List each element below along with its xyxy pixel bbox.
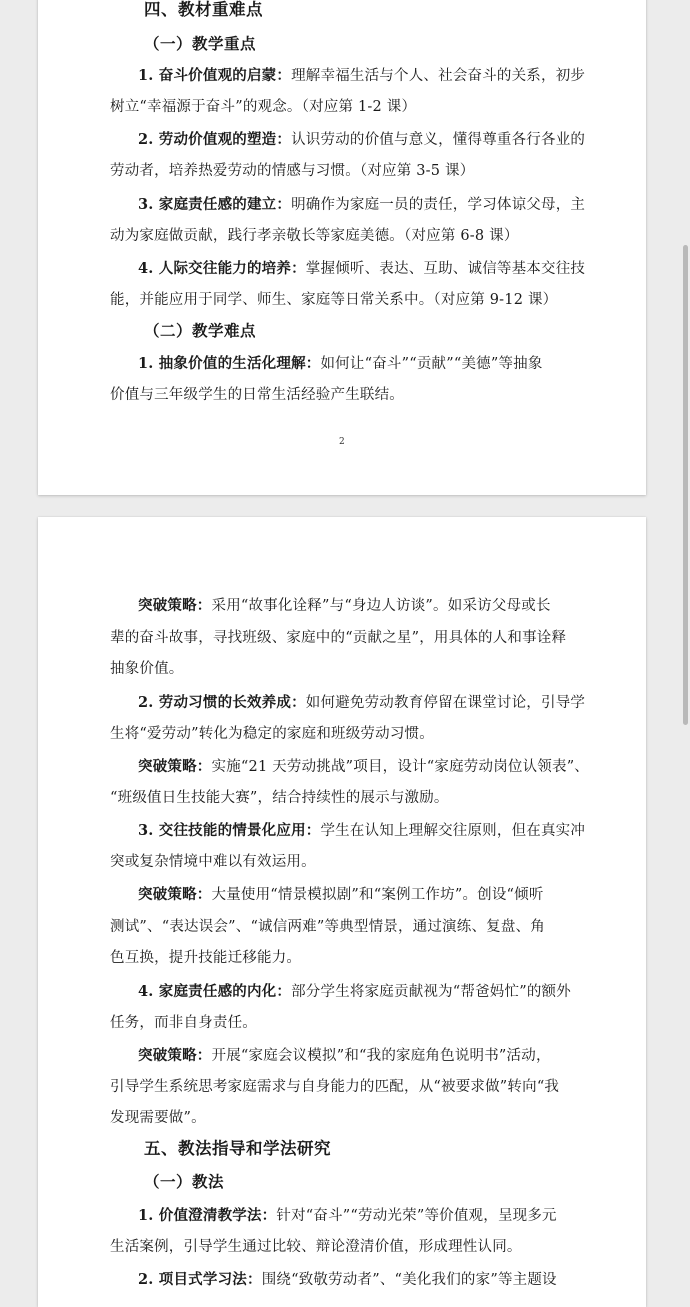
section-5-heading: 五、教法指导和学法研究 [144, 1139, 331, 1158]
method-1-title: 1. 价值澄清教学法： [138, 1207, 277, 1224]
method-2-text: 围绕“致敬劳动者”、“美化我们的家”等主题设 [261, 1272, 557, 1288]
strategy-2-text: 实施“21 天劳动挑战”项目，设计“家庭劳动岗位认领表”、 [211, 759, 590, 775]
focus-2-line-2: 劳动者，培养热爱劳动的情感与习惯。（对应第 3-5 课） [110, 163, 475, 179]
method-1-line-2: 生活案例，引导学生通过比较、辩论澄清价值，形成理性认同。 [110, 1239, 522, 1255]
difficulty-4-line-2: 任务，而非自身责任。 [110, 1015, 257, 1031]
teaching-methods-heading: （一）教法 [144, 1172, 225, 1191]
document-page-2 [38, 517, 646, 1307]
difficulty-3-title: 3. 交往技能的情景化应用： [138, 822, 321, 839]
strategy-2-label: 突破策略： [138, 758, 212, 775]
strategy-4-line-1 [138, 1046, 551, 1066]
difficulty-2-text: 如何避免劳动教育停留在课堂讨论，引导学 [305, 695, 586, 711]
strategy-3-text: 大量使用“情景模拟剧”和“案例工作坊”。创设“倾听 [211, 887, 544, 903]
scrollbar[interactable] [683, 245, 688, 725]
focus-2-title: 2. 劳动价值观的塑造： [138, 131, 292, 148]
method-1-line-1 [138, 1206, 557, 1226]
difficulty-2-title: 2. 劳动习惯的长效养成： [138, 694, 306, 711]
focus-3-title: 3. 家庭责任感的建立： [138, 196, 292, 213]
difficulty-4-title: 4. 家庭责任感的内化： [138, 983, 292, 1000]
method-2-line-1 [138, 1270, 557, 1290]
method-2-title: 2. 项目式学习法： [138, 1271, 262, 1288]
difficulty-1-title: 1. 抽象价值的生活化理解： [138, 355, 321, 372]
focus-2-line-1 [138, 130, 585, 150]
strategy-2-line-1 [138, 757, 589, 777]
strategy-4-line-3: 发现需要做”。 [110, 1110, 206, 1126]
teaching-focus-heading: （一）教学重点 [144, 34, 257, 53]
strategy-1-line-2: 辈的奋斗故事，寻找班级、家庭中的“贡献之星”，用具体的人和事诠释 [110, 630, 567, 646]
difficulty-3-text: 学生在认知上理解交往原则，但在真实冲 [320, 823, 586, 839]
difficulty-3-line-1 [138, 821, 585, 841]
strategy-1-label: 突破策略： [138, 597, 212, 614]
strategy-1-line-1 [138, 596, 551, 616]
strategy-4-line-2: 引导学生系统思考家庭需求与自身能力的匹配，从“被要求做”转向“我 [110, 1079, 560, 1095]
strategy-3-line-1 [138, 885, 544, 905]
focus-1-text: 理解幸福生活与个人、社会奋斗的关系，初步 [291, 68, 586, 84]
difficulty-1-text: 如何让“奋斗”“贡献”“美德”等抽象 [320, 356, 543, 372]
difficulty-1-line-1 [138, 354, 543, 374]
strategy-3-line-3: 色互换，提升技能迁移能力。 [110, 950, 302, 966]
document-page-1 [38, 0, 646, 495]
difficulty-4-text: 部分学生将家庭贡献视为“帮爸妈忙”的额外 [291, 984, 571, 1000]
teaching-difficulty-heading: （二）教学难点 [144, 321, 257, 340]
section-4-heading: 四、教材重难点 [144, 0, 263, 19]
focus-1-line-2: 树立“幸福源于奋斗”的观念。（对应第 1-2 课） [110, 99, 417, 115]
strategy-4-text: 开展“家庭会议模拟”和“我的家庭角色说明书”活动， [211, 1048, 551, 1064]
strategy-2-line-2: “班级值日生技能大赛”，结合持续性的展示与激励。 [110, 790, 449, 806]
focus-3-line-2: 动为家庭做贡献，践行孝亲敬长等家庭美德。（对应第 6-8 课） [110, 228, 519, 244]
focus-3-text: 明确作为家庭一员的责任，学习体谅父母，主 [291, 197, 586, 213]
difficulty-3-line-2: 突或复杂情境中难以有效运用。 [110, 854, 316, 870]
strategy-1-text: 采用“故事化诠释”与“身边人访谈”。如采访父母或长 [211, 598, 551, 614]
focus-4-line-2: 能，并能应用于同学、师生、家庭等日常关系中。（对应第 9-12 课） [110, 292, 558, 308]
strategy-3-line-2: 测试”、“表达误会”、“诚信两难”等典型情景，通过演练、复盘、角 [110, 919, 545, 935]
strategy-4-label: 突破策略： [138, 1047, 212, 1064]
strategy-3-label: 突破策略： [138, 886, 212, 903]
focus-4-text: 掌握倾听、表达、互助、诚信等基本交往技 [305, 261, 586, 277]
focus-2-text: 认识劳动的价值与意义，懂得尊重各行各业的 [291, 132, 586, 148]
difficulty-2-line-1 [138, 693, 585, 713]
method-1-text: 针对“奋斗”“劳动光荣”等价值观，呈现多元 [276, 1208, 557, 1224]
focus-3-line-1 [138, 195, 585, 215]
difficulty-1-line-2: 价值与三年级学生的日常生活经验产生联结。 [110, 387, 404, 403]
focus-4-title: 4. 人际交往能力的培养： [138, 260, 306, 277]
focus-1-line-1 [138, 66, 585, 86]
page-number: 2 [339, 437, 345, 447]
difficulty-4-line-1 [138, 982, 571, 1002]
strategy-1-line-3: 抽象价值。 [110, 661, 184, 677]
focus-1-title: 1. 奋斗价值观的启蒙： [138, 67, 292, 84]
difficulty-2-line-2: 生将“爱劳动”转化为稳定的家庭和班级劳动习惯。 [110, 726, 434, 742]
focus-4-line-1 [138, 259, 585, 279]
